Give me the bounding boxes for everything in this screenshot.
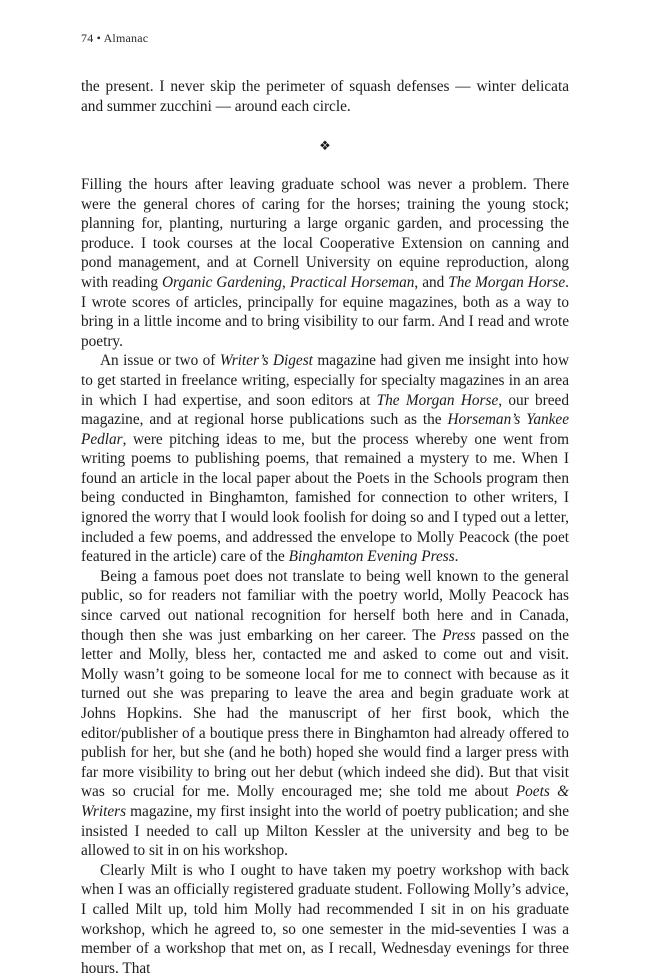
italic-title: The Morgan Horse <box>376 391 499 409</box>
paragraph <box>81 567 569 861</box>
page-number: 74 <box>81 31 94 45</box>
text-run: Filling the hours after leaving graduate school was never a problem. There were the general chores of caring for the horses; training the young stock; planning for, planting, nurturing a large organic garden, and processing the produce. I took courses at the local Cooperative Extension on canning and pond management, and at Cornell University on equine reproduction, along with reading <box>81 175 569 291</box>
italic-title: Organic Gardening <box>161 273 283 291</box>
text-run: , our breed magazine, and at regional horse publications such as the <box>81 391 569 429</box>
italic-title: Writer’s Digest <box>219 352 313 370</box>
body-text <box>81 77 569 978</box>
running-head-section: Almanac <box>103 31 149 45</box>
italic-title: The Morgan Horse <box>448 273 566 291</box>
italic-title: Practical Horseman <box>289 273 415 291</box>
text-run: passed on the letter and Molly, bless her, contacted me and asked to come out and visit. Molly wasn’t going to be someone local for me to connect with because as it turned out she was preparing to leave the area and begin graduate work at Johns Hopkins. She had the manuscript of her first book, which the editor/publisher of a boutique press there in Binghamton had already offered to publish for her, but she (and he both) hoped she would find a larger press with far more visibility to bring out her debut (which indeed she did). But that visit was so crucial for me. Molly encouraged me; she told me about <box>81 626 569 801</box>
paragraph <box>81 351 569 567</box>
italic-title: Poets & Writers <box>81 783 569 820</box>
text-run: magazine, my first insight into the world of poetry publication; and she insisted I needed to call up Milton Kessler at the university and beg to be allowed to sit in on his workshop. <box>81 802 569 860</box>
text-run: Being a famous poet does not translate to being well known to the general public, so for readers not familiar with the poetry world, Molly Peacock has since carved out national recognition for herself both here and in Canada, though then she was just embarking on her career. The <box>81 567 569 644</box>
paragraph <box>81 861 569 978</box>
italic-title: Binghamton Evening Press <box>288 548 455 566</box>
text-run: magazine had given me insight into how to get started in freelance writing, especially for specialty magazines in an area in which I had expertise, and soon editors at <box>81 352 570 409</box>
paragraph <box>81 175 569 351</box>
text-run: . I wrote scores of articles, principally for equine magazines, both as a way to bring in a little income and to bring visibility to our farm. And I read and wrote poetry. <box>81 273 569 350</box>
text-run: the present. I never skip the perimeter of squash defenses — winter delicata and summer zucchini — around each circle. <box>81 78 569 115</box>
italic-title: Press <box>442 626 476 644</box>
section-break-ornament: ❖ <box>319 137 331 153</box>
running-head <box>81 31 148 46</box>
italic-title: Horseman’s Yankee Pedlar <box>81 411 569 448</box>
text-run: , and <box>414 273 449 291</box>
text-run: Clearly Milt is who I ought to have taken my poetry workshop with back when I was an officially registered graduate student. Following Molly’s advice, I called Milt up, told him Molly had recommended I sit in on his graduate workshop, which he agreed to, so one semester in the mid-seventies I was a member of a workshop that met on, as I recall, Wednesday evenings for three hours. That <box>81 861 569 977</box>
text-run: . <box>454 548 459 566</box>
paragraph <box>81 77 569 116</box>
text-run: , <box>282 273 290 291</box>
text-run: An issue or two of <box>100 352 220 370</box>
text-run: , were pitching ideas to me, but the process whereby one went from writing poems to publishing poems, that remained a mystery to me. When I found an article in the local paper about the Poets in the Schools program then being conducted in Binghamton, famished for connection to other writers, I ignored the worry that I would look foolish for doing so and I typed out a letter, included a few poems, and addressed the envelope to Molly Peacock (the poet featured in the article) care of the <box>81 430 569 566</box>
running-head-separator: • <box>96 31 102 45</box>
